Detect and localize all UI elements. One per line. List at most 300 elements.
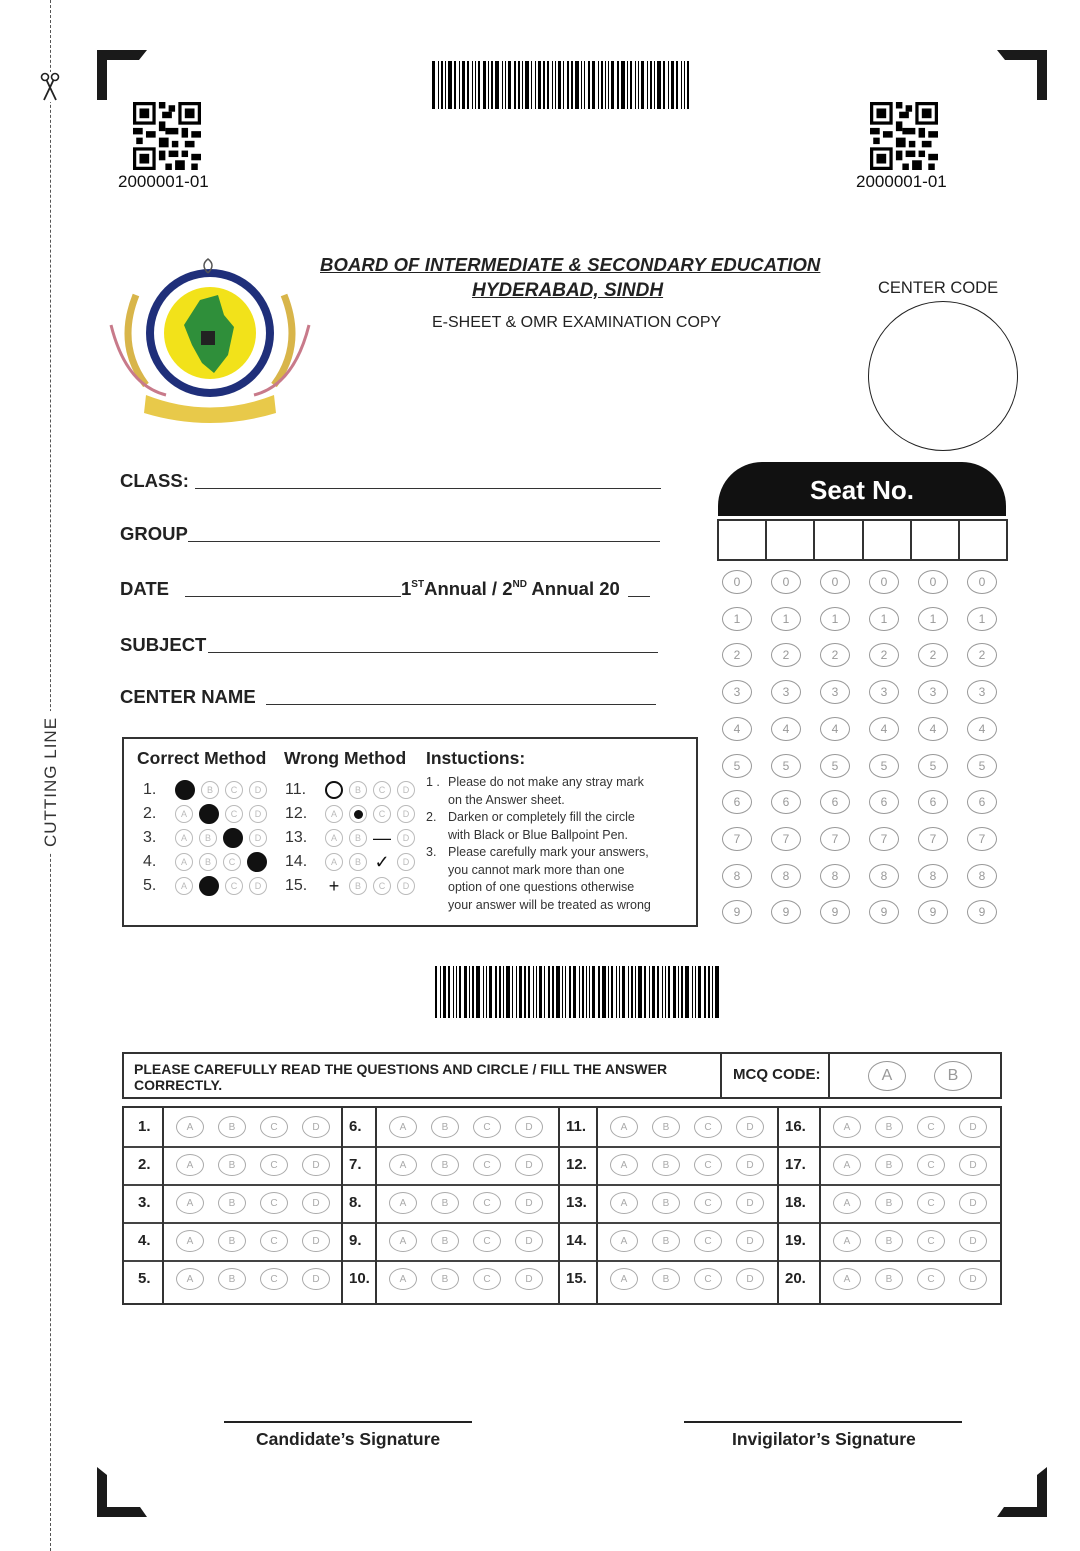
barcode-bar — [495, 966, 497, 1018]
row-divider — [124, 1184, 1000, 1186]
answer-bubble-d[interactable]: D — [736, 1268, 764, 1290]
date-label: DATE — [120, 578, 169, 599]
answer-bubble-b[interactable]: B — [218, 1154, 246, 1176]
seat-digit-bubble[interactable]: 6 — [820, 790, 850, 814]
option-bubble: C — [225, 877, 243, 895]
barcode-bar — [558, 61, 561, 109]
seat-digit-bubble[interactable]: 5 — [967, 754, 997, 778]
seat-digit-bubble[interactable]: 3 — [820, 680, 850, 704]
barcode-bar — [589, 966, 590, 1018]
answer-bubble-c[interactable]: C — [260, 1154, 288, 1176]
question-number: 8. — [349, 1194, 362, 1211]
class-field[interactable] — [120, 470, 661, 492]
answer-bubble-a[interactable]: A — [610, 1116, 638, 1138]
instruction-line — [426, 827, 696, 845]
mcq-code-option-a[interactable]: A — [868, 1061, 906, 1091]
answer-bubble-c[interactable]: C — [260, 1268, 288, 1290]
seat-digit-bubble[interactable]: 7 — [967, 827, 997, 851]
question-number: 2. — [143, 805, 157, 822]
question-number: 9. — [349, 1232, 362, 1249]
group-field[interactable] — [120, 523, 660, 545]
answer-bubble-d[interactable]: D — [515, 1268, 543, 1290]
barcode-bar — [556, 966, 560, 1018]
seat-digit-bubble[interactable]: 8 — [820, 864, 850, 888]
answer-bubble-b[interactable]: B — [652, 1192, 680, 1214]
barcode-bar — [592, 61, 595, 109]
barcode-bar — [657, 966, 659, 1018]
answer-bubble-b[interactable]: B — [875, 1230, 903, 1252]
answer-bubble-d[interactable]: D — [959, 1116, 987, 1138]
seat-digit-bubble[interactable]: 8 — [967, 864, 997, 888]
answer-bubble-c[interactable]: C — [260, 1230, 288, 1252]
corner-mark-bottom-left — [97, 1467, 147, 1517]
barcode-bar — [499, 966, 501, 1018]
wrong-example-row — [285, 778, 421, 802]
answer-bubble-c[interactable]: C — [917, 1230, 945, 1252]
answer-bubble-d[interactable]: D — [736, 1230, 764, 1252]
question-number: 4. — [143, 853, 157, 870]
seat-digit-bubble[interactable]: 7 — [771, 827, 801, 851]
answer-bubble-a[interactable]: A — [389, 1268, 417, 1290]
answer-bubble-a[interactable]: A — [389, 1230, 417, 1252]
answer-bubble-c[interactable]: C — [694, 1116, 722, 1138]
mcq-code-option-b[interactable]: B — [934, 1061, 972, 1091]
answer-bubble-a[interactable]: A — [610, 1154, 638, 1176]
option-bubble: D — [249, 877, 267, 895]
center-code-stamp-circle[interactable] — [868, 301, 1018, 451]
city-title: HYDERABAD, SINDH — [472, 280, 664, 301]
instruction-line — [426, 844, 696, 862]
center-name-input-line[interactable] — [266, 703, 656, 705]
answer-bubble-c[interactable]: C — [473, 1154, 501, 1176]
answer-bubble-b[interactable]: B — [218, 1268, 246, 1290]
barcode-bar — [483, 61, 486, 109]
seat-digit-bubble[interactable]: 2 — [722, 643, 752, 667]
barcode-bar — [662, 966, 663, 1018]
answer-bubble-b[interactable]: B — [431, 1116, 459, 1138]
question-number: 3. — [138, 1194, 151, 1211]
answer-bubble-a[interactable]: A — [389, 1116, 417, 1138]
correct-example-row — [143, 826, 273, 850]
seat-digit-bubble[interactable]: 9 — [967, 900, 997, 924]
seat-digit-bubble[interactable]: 2 — [869, 643, 899, 667]
cross-mark-icon: + — [328, 875, 340, 896]
answer-bubble-c[interactable]: C — [694, 1268, 722, 1290]
seat-digit-box[interactable] — [912, 521, 960, 559]
seat-digit-bubble[interactable]: 8 — [869, 864, 899, 888]
answer-bubble-b[interactable]: B — [875, 1192, 903, 1214]
barcode-bar — [663, 61, 665, 109]
barcode-bar — [673, 966, 676, 1018]
answer-bubble-b[interactable]: B — [875, 1154, 903, 1176]
barcode-bar — [601, 61, 603, 109]
answer-bubble-b[interactable]: B — [218, 1192, 246, 1214]
answer-bubble-c[interactable]: C — [917, 1192, 945, 1214]
corner-mark-top-right — [997, 50, 1047, 100]
answer-bubble-a[interactable]: A — [833, 1230, 861, 1252]
answer-bubble-c[interactable]: C — [260, 1116, 288, 1138]
mcq-code-label: MCQ CODE: — [733, 1066, 821, 1083]
answer-bubble-d[interactable]: D — [736, 1116, 764, 1138]
barcode-bar — [575, 61, 579, 109]
barcode-bar — [489, 966, 492, 1018]
seat-digit-bubble[interactable]: 3 — [771, 680, 801, 704]
answer-bubble-a[interactable]: A — [610, 1230, 638, 1252]
seat-digit-bubble[interactable]: 4 — [869, 717, 899, 741]
barcode-bar — [647, 61, 648, 109]
row-divider — [124, 1222, 1000, 1224]
barcode-bar — [616, 966, 617, 1018]
answer-bubble-d[interactable]: D — [302, 1230, 330, 1252]
instruction-text: Please do not make any stray mark — [448, 775, 644, 789]
seat-digit-box[interactable] — [719, 521, 767, 559]
group-input-line[interactable] — [188, 540, 660, 542]
instruction-number: 2. — [426, 810, 437, 824]
barcode-bar — [533, 966, 534, 1018]
barcode-bar — [598, 61, 599, 109]
barcode-bar — [495, 61, 499, 109]
question-number: 4. — [138, 1232, 151, 1249]
seat-digit-bubble[interactable]: 5 — [771, 754, 801, 778]
corner-mark-bottom-right — [997, 1467, 1047, 1517]
seat-digit-bubble[interactable]: 2 — [771, 643, 801, 667]
seat-digit-bubble[interactable]: 2 — [967, 643, 997, 667]
question-number: 12. — [566, 1156, 587, 1173]
barcode-bar — [668, 966, 670, 1018]
board-logo — [106, 255, 314, 425]
question-number: 13. — [566, 1194, 587, 1211]
question-number: 17. — [785, 1156, 806, 1173]
answer-bubble-a[interactable]: A — [176, 1268, 204, 1290]
mcq-answer-grid — [122, 1106, 1002, 1305]
barcode-bar — [440, 966, 441, 1018]
barcode-bar — [630, 61, 632, 109]
seat-digit-bubble[interactable]: 5 — [918, 754, 948, 778]
barcode-bar — [488, 61, 489, 109]
barcode-bar — [608, 61, 609, 109]
option-bubble: D — [397, 805, 415, 823]
answer-bubble-a[interactable]: A — [833, 1154, 861, 1176]
barcode-bar — [582, 966, 584, 1018]
barcode-bar — [573, 966, 576, 1018]
barcode-bar — [432, 61, 435, 109]
answer-bubble-b[interactable]: B — [218, 1230, 246, 1252]
seat-digit-bubble[interactable]: 4 — [771, 717, 801, 741]
barcode-bar — [462, 61, 465, 109]
answer-bubble-a[interactable]: A — [389, 1192, 417, 1214]
instruction-text: Please carefully mark your answers, — [448, 845, 649, 859]
answer-bubble-d[interactable]: D — [736, 1154, 764, 1176]
barcode-bar — [586, 966, 587, 1018]
answer-bubble-d[interactable]: D — [959, 1192, 987, 1214]
subject-input-line[interactable] — [208, 651, 658, 653]
answer-bubble-d[interactable]: D — [302, 1154, 330, 1176]
wrong-method-examples — [285, 778, 421, 898]
answer-bubble-d[interactable]: D — [302, 1268, 330, 1290]
question-number: 5. — [143, 877, 157, 894]
subject-field[interactable] — [120, 634, 658, 656]
answer-bubble-b[interactable]: B — [431, 1268, 459, 1290]
barcode-bar — [508, 61, 511, 109]
barcode-bar — [712, 966, 713, 1018]
option-bubble: D — [397, 853, 415, 871]
answer-bubble-b[interactable]: B — [652, 1268, 680, 1290]
barcode-bar — [611, 966, 613, 1018]
seat-digit-bubble[interactable]: 7 — [820, 827, 850, 851]
center-code-label: CENTER CODE — [878, 279, 999, 297]
answer-bubble-a[interactable]: A — [833, 1116, 861, 1138]
answer-bubble-a[interactable]: A — [176, 1192, 204, 1214]
barcode-bar — [512, 966, 513, 1018]
barcode-bar — [552, 966, 554, 1018]
seat-digit-bubble[interactable]: 6 — [869, 790, 899, 814]
barcode-top — [432, 61, 694, 109]
seat-digit-bubble[interactable]: 1 — [918, 607, 948, 631]
seat-digit-bubble[interactable]: 6 — [771, 790, 801, 814]
seat-digit-bubble[interactable]: 4 — [820, 717, 850, 741]
seat-digit-box[interactable] — [864, 521, 912, 559]
answer-bubble-d[interactable]: D — [515, 1230, 543, 1252]
seat-digit-bubble[interactable]: 9 — [771, 900, 801, 924]
barcode-bar — [486, 966, 487, 1018]
seat-digit-bubble[interactable]: 4 — [967, 717, 997, 741]
answer-bubble-b[interactable]: B — [875, 1116, 903, 1138]
seat-digit-bubble[interactable]: 7 — [869, 827, 899, 851]
barcode-bar — [698, 966, 701, 1018]
seat-digit-bubble[interactable]: 5 — [820, 754, 850, 778]
correct-example-row — [143, 778, 273, 802]
barcode-bar — [584, 61, 585, 109]
barcode-bar — [565, 966, 566, 1018]
seat-digit-bubble[interactable]: 3 — [869, 680, 899, 704]
seat-digit-bubble[interactable]: 8 — [918, 864, 948, 888]
answer-bubble-c[interactable]: C — [473, 1268, 501, 1290]
answer-bubble-b[interactable]: B — [652, 1154, 680, 1176]
seat-digit-bubble[interactable]: 8 — [771, 864, 801, 888]
answer-bubble-a[interactable]: A — [176, 1230, 204, 1252]
answer-bubble-a[interactable]: A — [176, 1116, 204, 1138]
seat-digit-bubble[interactable]: 0 — [869, 570, 899, 594]
answer-bubble-c[interactable]: C — [473, 1116, 501, 1138]
barcode-bar — [544, 966, 545, 1018]
instruction-text: you cannot mark more than one — [448, 862, 625, 877]
seat-digit-bubble[interactable]: 6 — [918, 790, 948, 814]
candidate-signature-label: Candidate’s Signature — [256, 1429, 441, 1449]
wrong-example-row — [285, 850, 421, 874]
answer-bubble-c[interactable]: C — [260, 1192, 288, 1214]
instruction-line — [426, 897, 696, 915]
question-number: 6. — [349, 1118, 362, 1135]
barcode-bar — [708, 966, 710, 1018]
answer-bubble-b[interactable]: B — [875, 1268, 903, 1290]
instruction-text: with Black or Blue Ballpoint Pen. — [448, 827, 628, 842]
answer-bubble-b[interactable]: B — [652, 1116, 680, 1138]
barcode-bar — [685, 966, 689, 1018]
invigilator-signature-line[interactable] — [684, 1421, 962, 1423]
barcode-bar — [538, 61, 541, 109]
answer-bubble-d[interactable]: D — [515, 1192, 543, 1214]
seat-digit-bubble[interactable]: 1 — [722, 607, 752, 631]
center-name-field[interactable] — [120, 686, 656, 708]
answer-bubble-d[interactable]: D — [302, 1192, 330, 1214]
seat-no-boxes[interactable] — [717, 519, 1008, 561]
answer-bubble-b[interactable]: B — [652, 1230, 680, 1252]
divider — [720, 1052, 722, 1099]
answer-bubble-a[interactable]: A — [833, 1192, 861, 1214]
answer-bubble-b[interactable]: B — [431, 1192, 459, 1214]
question-number: 19. — [785, 1232, 806, 1249]
answer-bubble-c[interactable]: C — [917, 1116, 945, 1138]
divider — [828, 1052, 830, 1099]
seat-digit-bubble[interactable]: 0 — [722, 570, 752, 594]
barcode-bar — [644, 966, 646, 1018]
option-bubble: D — [249, 781, 267, 799]
seat-digit-box[interactable] — [815, 521, 863, 559]
seat-no-header: Seat No. — [718, 462, 1006, 516]
qr-code-icon — [870, 102, 938, 170]
barcode-bar — [472, 61, 473, 109]
answer-bubble-d[interactable]: D — [736, 1192, 764, 1214]
barcode-bar — [668, 61, 669, 109]
barcode-bar — [638, 966, 642, 1018]
answer-bubble-c[interactable]: C — [473, 1230, 501, 1252]
barcode-bar — [519, 966, 522, 1018]
barcode-bar — [459, 61, 460, 109]
barcode-bar — [531, 61, 532, 109]
barcode-bar — [503, 966, 504, 1018]
seat-digit-bubble[interactable]: 9 — [722, 900, 752, 924]
barcode-bar — [547, 61, 549, 109]
barcode-bar — [692, 966, 693, 1018]
seat-digit-bubble[interactable]: 5 — [722, 754, 752, 778]
barcode-bar — [438, 61, 439, 109]
date-input-line[interactable] — [185, 595, 401, 597]
seat-digit-bubble[interactable]: 1 — [967, 607, 997, 631]
answer-bubble-d[interactable]: D — [959, 1230, 987, 1252]
question-number: 2. — [138, 1156, 151, 1173]
seat-digit-bubble[interactable]: 6 — [967, 790, 997, 814]
wrong-example-row — [285, 802, 421, 826]
answer-bubble-b[interactable]: B — [218, 1116, 246, 1138]
answer-bubble-a[interactable]: A — [833, 1268, 861, 1290]
correct-method-title: Correct Method — [137, 748, 267, 768]
date-field[interactable] — [120, 578, 650, 600]
seat-digit-bubble[interactable]: 2 — [918, 643, 948, 667]
answer-bubble-a[interactable]: A — [610, 1192, 638, 1214]
barcode-bar — [502, 61, 503, 109]
seat-digit-bubble[interactable]: 5 — [869, 754, 899, 778]
candidate-signature-line[interactable] — [224, 1421, 472, 1423]
answer-bubble-c[interactable]: C — [917, 1268, 945, 1290]
answer-bubble-d[interactable]: D — [515, 1116, 543, 1138]
barcode-bar — [535, 61, 536, 109]
instruction-line — [426, 774, 696, 792]
seat-digit-bubble[interactable]: 0 — [820, 570, 850, 594]
answer-bubble-d[interactable]: D — [515, 1154, 543, 1176]
barcode-bar — [687, 61, 689, 109]
option-bubble: B — [349, 877, 367, 895]
year-input-line[interactable] — [628, 595, 650, 597]
answer-bubble-c[interactable]: C — [917, 1154, 945, 1176]
seat-digit-box[interactable] — [960, 521, 1006, 559]
answer-bubble-a[interactable]: A — [389, 1154, 417, 1176]
instruction-number: 1 . — [426, 775, 440, 789]
seat-digit-bubble[interactable]: 3 — [722, 680, 752, 704]
seat-digit-bubble[interactable]: 1 — [820, 607, 850, 631]
option-bubble: A — [175, 853, 193, 871]
barcode-bar — [552, 61, 553, 109]
seat-digit-bubble[interactable]: 9 — [918, 900, 948, 924]
class-input-line[interactable] — [195, 487, 661, 489]
answer-bubble-d[interactable]: D — [959, 1154, 987, 1176]
barcode-bar — [543, 61, 545, 109]
seat-digit-bubble[interactable]: 9 — [820, 900, 850, 924]
ring-mark-icon — [325, 781, 343, 799]
annual-selector: 1STAnnual / 2ND Annual 20 — [401, 578, 620, 599]
answer-bubble-c[interactable]: C — [694, 1230, 722, 1252]
barcode-bar — [695, 966, 696, 1018]
barcode-bar — [569, 966, 571, 1018]
option-bubble: A — [325, 829, 343, 847]
seat-digit-bubble[interactable]: 8 — [722, 864, 752, 888]
qr-code-right — [870, 102, 938, 175]
seat-digit-bubble[interactable]: 9 — [869, 900, 899, 924]
seat-digit-bubble[interactable]: 2 — [820, 643, 850, 667]
seat-digit-bubble[interactable]: 7 — [918, 827, 948, 851]
seat-digit-bubble[interactable]: 6 — [722, 790, 752, 814]
barcode-bar — [627, 61, 628, 109]
seat-digit-bubble[interactable]: 0 — [771, 570, 801, 594]
barcode-bar — [581, 61, 582, 109]
answer-bubble-a[interactable]: A — [176, 1154, 204, 1176]
instruction-item — [426, 809, 696, 844]
answer-bubble-c[interactable]: C — [694, 1192, 722, 1214]
seat-digit-bubble[interactable]: 4 — [722, 717, 752, 741]
answer-bubble-d[interactable]: D — [302, 1116, 330, 1138]
instruction-item — [426, 844, 696, 914]
barcode-bar — [548, 966, 550, 1018]
dot-mark-icon — [349, 805, 367, 823]
answer-bubble-c[interactable]: C — [694, 1154, 722, 1176]
invigilator-signature-label: Invigilator’s Signature — [732, 1429, 916, 1449]
seat-digit-bubble[interactable]: 3 — [918, 680, 948, 704]
correct-example-row — [143, 874, 273, 898]
column-divider — [596, 1108, 598, 1303]
instruction-number: 3. — [426, 845, 437, 859]
option-bubble: A — [325, 805, 343, 823]
barcode-bar — [704, 966, 706, 1018]
seat-digit-box[interactable] — [767, 521, 815, 559]
seat-digit-bubble[interactable]: 4 — [918, 717, 948, 741]
answer-bubble-d[interactable]: D — [959, 1268, 987, 1290]
answer-bubble-c[interactable]: C — [473, 1192, 501, 1214]
filled-bubble — [199, 804, 219, 824]
seat-digit-bubble[interactable]: 7 — [722, 827, 752, 851]
barcode-bar — [619, 966, 620, 1018]
seat-digit-bubble[interactable]: 0 — [918, 570, 948, 594]
answer-bubble-b[interactable]: B — [431, 1230, 459, 1252]
question-number: 5. — [138, 1270, 151, 1287]
seat-digit-bubble[interactable]: 1 — [771, 607, 801, 631]
answer-bubble-b[interactable]: B — [431, 1154, 459, 1176]
barcode-bar — [567, 61, 569, 109]
barcode-bar — [681, 61, 682, 109]
seat-digit-bubble[interactable]: 0 — [967, 570, 997, 594]
answer-bubble-a[interactable]: A — [610, 1268, 638, 1290]
seat-digit-bubble[interactable]: 3 — [967, 680, 997, 704]
seat-digit-bubble[interactable]: 1 — [869, 607, 899, 631]
instructions-list — [426, 774, 696, 914]
